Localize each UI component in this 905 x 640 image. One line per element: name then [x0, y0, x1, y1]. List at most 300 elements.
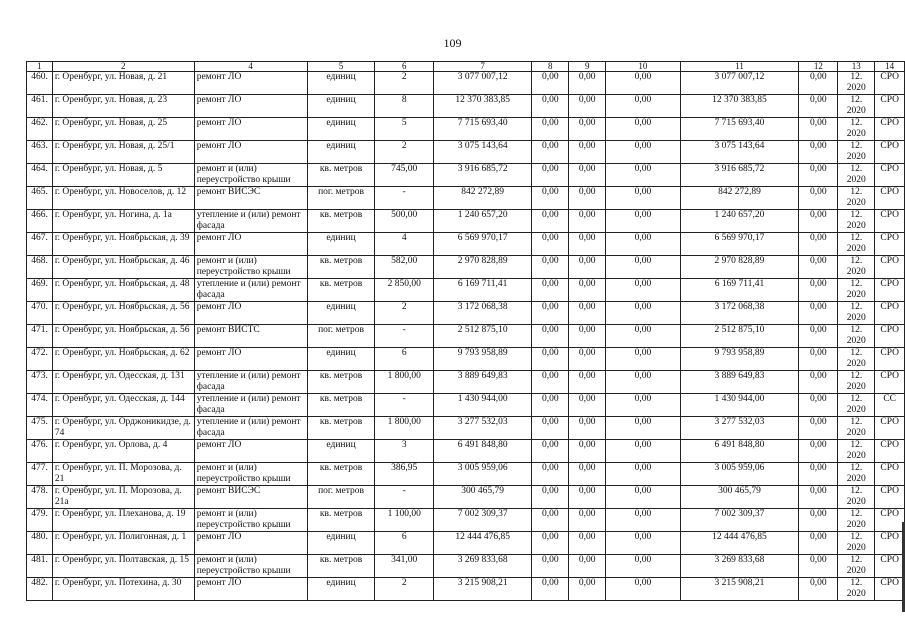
method-cell: СРО — [875, 371, 905, 394]
table-row — [27, 187, 905, 210]
row-number-cell: 470. — [27, 302, 53, 325]
period-month: 12. — [850, 509, 863, 519]
col8-cell: 0,00 — [532, 233, 569, 256]
work-type-cell: ремонт и (или) переустройство крыши — [194, 509, 307, 532]
col10-cell: 0,00 — [606, 555, 680, 578]
work-type-cell: ремонт ЛО — [194, 118, 307, 141]
quantity-cell: 1 800,00 — [375, 417, 434, 440]
col8-cell: 0,00 — [532, 72, 569, 95]
col9-cell: 0,00 — [569, 118, 606, 141]
period-year: 2020 — [846, 290, 866, 300]
column-header: 4 — [194, 62, 307, 72]
col10-cell: 0,00 — [606, 302, 680, 325]
col8-cell: 0,00 — [532, 578, 569, 601]
quantity-cell: 6 — [375, 348, 434, 371]
total-cost-cell: 7 715 693,40 — [434, 118, 532, 141]
address-cell: г. Оренбург, ул. Одесская, д. 144 — [52, 394, 194, 417]
period-cell — [838, 394, 875, 417]
work-type-cell: ремонт и (или) переустройство крыши — [194, 164, 307, 187]
period-cell — [838, 486, 875, 509]
address-cell: г. Оренбург, ул. Новая, д. 5 — [52, 164, 194, 187]
column-header: 9 — [569, 62, 606, 72]
total-cost-cell: 3 077 007,12 — [434, 72, 532, 95]
period-month: 12. — [850, 440, 863, 450]
table-row — [27, 141, 905, 164]
col12-cell: 0,00 — [799, 578, 838, 601]
total-cost-cell: 12 444 476,85 — [434, 532, 532, 555]
col8-cell: 0,00 — [532, 555, 569, 578]
method-cell: СРО — [875, 463, 905, 486]
col12-cell: 0,00 — [799, 532, 838, 555]
row-number-cell: 471. — [27, 325, 53, 348]
table-row — [27, 371, 905, 394]
address-cell: г. Оренбург, ул. Одесская, д. 131 — [52, 371, 194, 394]
row-number-cell: 474. — [27, 394, 53, 417]
unit-cell: единиц — [307, 95, 375, 118]
period-year: 2020 — [846, 405, 866, 415]
table-body — [27, 62, 905, 601]
work-type-cell: ремонт ЛО — [194, 141, 307, 164]
col12-cell: 0,00 — [799, 325, 838, 348]
table-row — [27, 394, 905, 417]
period-year: 2020 — [846, 451, 866, 461]
table-row — [27, 164, 905, 187]
col12-cell: 0,00 — [799, 256, 838, 279]
row-number-cell: 478. — [27, 486, 53, 509]
method-cell: СРО — [875, 440, 905, 463]
table-row — [27, 95, 905, 118]
row-number-cell: 480. — [27, 532, 53, 555]
col12-cell: 0,00 — [799, 187, 838, 210]
table-row — [27, 348, 905, 371]
col11-cell: 300 465,79 — [680, 486, 799, 509]
col11-cell: 9 793 958,89 — [680, 348, 799, 371]
period-cell — [838, 463, 875, 486]
page-number: 109 — [443, 36, 462, 50]
col12-cell: 0,00 — [799, 509, 838, 532]
period-month: 12. — [850, 72, 863, 82]
row-number-cell: 462. — [27, 118, 53, 141]
address-cell: г. Оренбург, ул. Новая, д. 23 — [52, 95, 194, 118]
col12-cell: 0,00 — [799, 279, 838, 302]
period-cell — [838, 555, 875, 578]
work-type-cell: ремонт и (или) переустройство крыши — [194, 463, 307, 486]
period-month: 12. — [850, 348, 863, 358]
col12-cell: 0,00 — [799, 555, 838, 578]
period-cell — [838, 532, 875, 555]
method-cell: СРО — [875, 578, 905, 601]
period-year: 2020 — [846, 83, 866, 93]
row-number-cell: 465. — [27, 187, 53, 210]
address-cell: г. Оренбург, ул. Орлова, д. 4 — [52, 440, 194, 463]
method-cell: СРО — [875, 256, 905, 279]
row-number-cell: 472. — [27, 348, 53, 371]
col10-cell: 0,00 — [606, 394, 680, 417]
row-number-cell: 466. — [27, 210, 53, 233]
total-cost-cell: 842 272,89 — [434, 187, 532, 210]
col11-cell: 842 272,89 — [680, 187, 799, 210]
quantity-cell: 2 850,00 — [375, 279, 434, 302]
col8-cell: 0,00 — [532, 509, 569, 532]
col9-cell: 0,00 — [569, 187, 606, 210]
work-type-cell: ремонт ЛО — [194, 302, 307, 325]
method-cell: СРО — [875, 509, 905, 532]
col11-cell: 3 269 833,68 — [680, 555, 799, 578]
unit-cell: пог. метров — [307, 486, 375, 509]
unit-cell: пог. метров — [307, 325, 375, 348]
col8-cell: 0,00 — [532, 141, 569, 164]
unit-cell: единиц — [307, 118, 375, 141]
col9-cell: 0,00 — [569, 72, 606, 95]
table-row — [27, 325, 905, 348]
table-row — [27, 417, 905, 440]
quantity-cell: 8 — [375, 95, 434, 118]
row-number-cell: 469. — [27, 279, 53, 302]
column-number-row — [27, 62, 905, 72]
work-type-cell: утепление и (или) ремонт фасада — [194, 371, 307, 394]
total-cost-cell: 1 430 944,00 — [434, 394, 532, 417]
method-cell: СРО — [875, 555, 905, 578]
col8-cell: 0,00 — [532, 463, 569, 486]
method-cell: СРО — [875, 279, 905, 302]
work-type-cell: ремонт ВИСЭС — [194, 486, 307, 509]
method-cell: СРО — [875, 187, 905, 210]
address-cell: г. Оренбург, ул. Ноябрьская, д. 39 — [52, 233, 194, 256]
unit-cell: кв. метров — [307, 210, 375, 233]
total-cost-cell: 3 277 532,03 — [434, 417, 532, 440]
address-cell: г. Оренбург, ул. Орджоникидзе, д. 74 — [52, 417, 194, 440]
unit-cell: единиц — [307, 302, 375, 325]
period-year: 2020 — [846, 543, 866, 553]
period-month: 12. — [850, 256, 863, 266]
address-cell: г. Оренбург, ул. Новая, д. 25/1 — [52, 141, 194, 164]
table-row — [27, 440, 905, 463]
col9-cell: 0,00 — [569, 164, 606, 187]
period-cell — [838, 72, 875, 95]
work-type-cell: утепление и (или) ремонт фасада — [194, 417, 307, 440]
col9-cell: 0,00 — [569, 325, 606, 348]
period-year: 2020 — [846, 428, 866, 438]
method-cell: СРО — [875, 486, 905, 509]
unit-cell: кв. метров — [307, 555, 375, 578]
row-number-cell: 479. — [27, 509, 53, 532]
method-cell: СРО — [875, 325, 905, 348]
address-cell: г. Оренбург, ул. Новая, д. 21 — [52, 72, 194, 95]
col11-cell: 3 277 532,03 — [680, 417, 799, 440]
period-year: 2020 — [846, 221, 866, 231]
total-cost-cell: 6 569 970,17 — [434, 233, 532, 256]
column-header: 10 — [606, 62, 680, 72]
period-month: 12. — [850, 164, 863, 174]
row-number-cell: 467. — [27, 233, 53, 256]
quantity-cell: 2 — [375, 72, 434, 95]
period-month: 12. — [850, 279, 863, 289]
table-row — [27, 578, 905, 601]
col12-cell: 0,00 — [799, 348, 838, 371]
period-year: 2020 — [846, 497, 866, 507]
col12-cell: 0,00 — [799, 394, 838, 417]
period-year: 2020 — [846, 520, 866, 530]
method-cell: СРО — [875, 532, 905, 555]
work-type-cell: ремонт и (или) переустройство крыши — [194, 555, 307, 578]
work-type-cell: ремонт ВИСТС — [194, 325, 307, 348]
work-type-cell: ремонт и (или) переустройство крыши — [194, 256, 307, 279]
column-header: 7 — [434, 62, 532, 72]
table-row — [27, 555, 905, 578]
total-cost-cell: 3 889 649,83 — [434, 371, 532, 394]
period-cell — [838, 417, 875, 440]
col10-cell: 0,00 — [606, 118, 680, 141]
address-cell: г. Оренбург, ул. Потехина, д. 30 — [52, 578, 194, 601]
col9-cell: 0,00 — [569, 256, 606, 279]
period-cell — [838, 440, 875, 463]
col8-cell: 0,00 — [532, 348, 569, 371]
period-year: 2020 — [846, 474, 866, 484]
col8-cell: 0,00 — [532, 164, 569, 187]
period-cell — [838, 233, 875, 256]
work-type-cell: ремонт ЛО — [194, 532, 307, 555]
col10-cell: 0,00 — [606, 463, 680, 486]
method-cell: СРО — [875, 417, 905, 440]
row-number-cell: 473. — [27, 371, 53, 394]
column-header: 6 — [375, 62, 434, 72]
col10-cell: 0,00 — [606, 532, 680, 555]
total-cost-cell: 3 172 068,38 — [434, 302, 532, 325]
col12-cell: 0,00 — [799, 210, 838, 233]
quantity-cell: 3 — [375, 440, 434, 463]
col11-cell: 3 889 649,83 — [680, 371, 799, 394]
col12-cell: 0,00 — [799, 417, 838, 440]
period-month: 12. — [850, 555, 863, 565]
col11-cell: 3 215 908,21 — [680, 578, 799, 601]
quantity-cell: 341,00 — [375, 555, 434, 578]
period-month: 12. — [850, 486, 863, 496]
quantity-cell: - — [375, 394, 434, 417]
method-cell: СРО — [875, 118, 905, 141]
period-cell — [838, 371, 875, 394]
quantity-cell: 500,00 — [375, 210, 434, 233]
period-year: 2020 — [846, 152, 866, 162]
period-cell — [838, 164, 875, 187]
col8-cell: 0,00 — [532, 417, 569, 440]
col10-cell: 0,00 — [606, 141, 680, 164]
work-type-cell: ремонт ЛО — [194, 72, 307, 95]
column-header: 5 — [307, 62, 375, 72]
col9-cell: 0,00 — [569, 486, 606, 509]
col9-cell: 0,00 — [569, 555, 606, 578]
col10-cell: 0,00 — [606, 256, 680, 279]
period-month: 12. — [850, 325, 863, 335]
period-cell — [838, 348, 875, 371]
period-month: 12. — [850, 210, 863, 220]
unit-cell: кв. метров — [307, 371, 375, 394]
col8-cell: 0,00 — [532, 371, 569, 394]
col12-cell: 0,00 — [799, 463, 838, 486]
col12-cell: 0,00 — [799, 302, 838, 325]
total-cost-cell: 3 005 959,06 — [434, 463, 532, 486]
address-cell: г. Оренбург, ул. Ноябрьская, д. 46 — [52, 256, 194, 279]
row-number-cell: 482. — [27, 578, 53, 601]
address-cell: г. Оренбург, ул. Ноябрьская, д. 48 — [52, 279, 194, 302]
period-year: 2020 — [846, 129, 866, 139]
period-cell — [838, 210, 875, 233]
row-number-cell: 468. — [27, 256, 53, 279]
col9-cell: 0,00 — [569, 394, 606, 417]
period-year: 2020 — [846, 313, 866, 323]
col12-cell: 0,00 — [799, 95, 838, 118]
col9-cell: 0,00 — [569, 348, 606, 371]
col10-cell: 0,00 — [606, 578, 680, 601]
row-number-cell: 461. — [27, 95, 53, 118]
col8-cell: 0,00 — [532, 486, 569, 509]
unit-cell: кв. метров — [307, 164, 375, 187]
address-cell: г. Оренбург, ул. Плеханова, д. 19 — [52, 509, 194, 532]
quantity-cell: - — [375, 187, 434, 210]
address-cell: г. Оренбург, ул. Ноябрьская, д. 62 — [52, 348, 194, 371]
period-year: 2020 — [846, 106, 866, 116]
table-row — [27, 256, 905, 279]
address-cell: г. Оренбург, ул. П. Морозова, д. 21а — [52, 486, 194, 509]
col9-cell: 0,00 — [569, 233, 606, 256]
work-type-cell: ремонт ЛО — [194, 233, 307, 256]
quantity-cell: 386,95 — [375, 463, 434, 486]
period-year: 2020 — [846, 336, 866, 346]
col11-cell: 2 970 828,89 — [680, 256, 799, 279]
total-cost-cell: 12 370 383,85 — [434, 95, 532, 118]
period-month: 12. — [850, 532, 863, 542]
period-month: 12. — [850, 394, 863, 404]
table-row — [27, 302, 905, 325]
period-month: 12. — [850, 95, 863, 105]
col8-cell: 0,00 — [532, 118, 569, 141]
col11-cell: 1 240 657,20 — [680, 210, 799, 233]
unit-cell: пог. метров — [307, 187, 375, 210]
col11-cell: 12 370 383,85 — [680, 95, 799, 118]
period-month: 12. — [850, 233, 863, 243]
work-type-cell: утепление и (или) ремонт фасада — [194, 279, 307, 302]
period-year: 2020 — [846, 382, 866, 392]
period-cell — [838, 279, 875, 302]
method-cell: СРО — [875, 72, 905, 95]
total-cost-cell: 6 169 711,41 — [434, 279, 532, 302]
work-type-cell: утепление и (или) ремонт фасада — [194, 210, 307, 233]
col8-cell: 0,00 — [532, 279, 569, 302]
column-header: 8 — [532, 62, 569, 72]
total-cost-cell: 3 075 143,64 — [434, 141, 532, 164]
total-cost-cell: 2 970 828,89 — [434, 256, 532, 279]
col10-cell: 0,00 — [606, 279, 680, 302]
total-cost-cell: 3 916 685,72 — [434, 164, 532, 187]
total-cost-cell: 2 512 875,10 — [434, 325, 532, 348]
unit-cell: кв. метров — [307, 394, 375, 417]
unit-cell: единиц — [307, 141, 375, 164]
column-header: 12 — [799, 62, 838, 72]
col9-cell: 0,00 — [569, 417, 606, 440]
unit-cell: кв. метров — [307, 279, 375, 302]
row-number-cell: 463. — [27, 141, 53, 164]
col12-cell: 0,00 — [799, 72, 838, 95]
period-month: 12. — [850, 141, 863, 151]
col8-cell: 0,00 — [532, 187, 569, 210]
col9-cell: 0,00 — [569, 532, 606, 555]
col10-cell: 0,00 — [606, 233, 680, 256]
total-cost-cell: 300 465,79 — [434, 486, 532, 509]
period-year: 2020 — [846, 244, 866, 254]
col8-cell: 0,00 — [532, 95, 569, 118]
col11-cell: 2 512 875,10 — [680, 325, 799, 348]
col10-cell: 0,00 — [606, 210, 680, 233]
work-type-cell: утепление и (или) ремонт фасада — [194, 394, 307, 417]
col9-cell: 0,00 — [569, 141, 606, 164]
column-header: 13 — [838, 62, 875, 72]
table-row — [27, 486, 905, 509]
quantity-cell: 1 800,00 — [375, 371, 434, 394]
period-month: 12. — [850, 463, 863, 473]
col10-cell: 0,00 — [606, 187, 680, 210]
col10-cell: 0,00 — [606, 325, 680, 348]
row-number-cell: 464. — [27, 164, 53, 187]
col10-cell: 0,00 — [606, 509, 680, 532]
row-number-cell: 481. — [27, 555, 53, 578]
address-cell: г. Оренбург, ул. Ногина, д. 1а — [52, 210, 194, 233]
col9-cell: 0,00 — [569, 95, 606, 118]
period-month: 12. — [850, 578, 863, 588]
unit-cell: единиц — [307, 578, 375, 601]
quantity-cell: 2 — [375, 302, 434, 325]
col11-cell: 7 715 693,40 — [680, 118, 799, 141]
col9-cell: 0,00 — [569, 279, 606, 302]
total-cost-cell: 3 269 833,68 — [434, 555, 532, 578]
period-cell — [838, 509, 875, 532]
work-type-cell: ремонт ЛО — [194, 440, 307, 463]
row-number-cell: 477. — [27, 463, 53, 486]
quantity-cell: 6 — [375, 532, 434, 555]
total-cost-cell: 6 491 848,80 — [434, 440, 532, 463]
row-number-cell: 460. — [27, 72, 53, 95]
period-year: 2020 — [846, 267, 866, 277]
col11-cell: 1 430 944,00 — [680, 394, 799, 417]
period-month: 12. — [850, 118, 863, 128]
work-type-cell: ремонт ЛО — [194, 578, 307, 601]
col12-cell: 0,00 — [799, 141, 838, 164]
col12-cell: 0,00 — [799, 233, 838, 256]
address-cell: г. Оренбург, ул. Новоселов, д. 12 — [52, 187, 194, 210]
work-type-cell: ремонт ЛО — [194, 95, 307, 118]
period-year: 2020 — [846, 198, 866, 208]
col9-cell: 0,00 — [569, 302, 606, 325]
unit-cell: кв. метров — [307, 256, 375, 279]
period-cell — [838, 187, 875, 210]
unit-cell: единиц — [307, 233, 375, 256]
col11-cell: 7 002 309,37 — [680, 509, 799, 532]
period-year: 2020 — [846, 566, 866, 576]
method-cell: СРО — [875, 210, 905, 233]
period-year: 2020 — [846, 359, 866, 369]
method-cell: СРО — [875, 164, 905, 187]
period-month: 12. — [850, 417, 863, 427]
col9-cell: 0,00 — [569, 509, 606, 532]
method-cell: СРО — [875, 141, 905, 164]
col10-cell: 0,00 — [606, 440, 680, 463]
period-month: 12. — [850, 187, 863, 197]
period-cell — [838, 118, 875, 141]
period-cell — [838, 302, 875, 325]
column-header: 1 — [27, 62, 53, 72]
col8-cell: 0,00 — [532, 256, 569, 279]
col11-cell: 6 169 711,41 — [680, 279, 799, 302]
method-cell: СРО — [875, 233, 905, 256]
col11-cell: 12 444 476,85 — [680, 532, 799, 555]
